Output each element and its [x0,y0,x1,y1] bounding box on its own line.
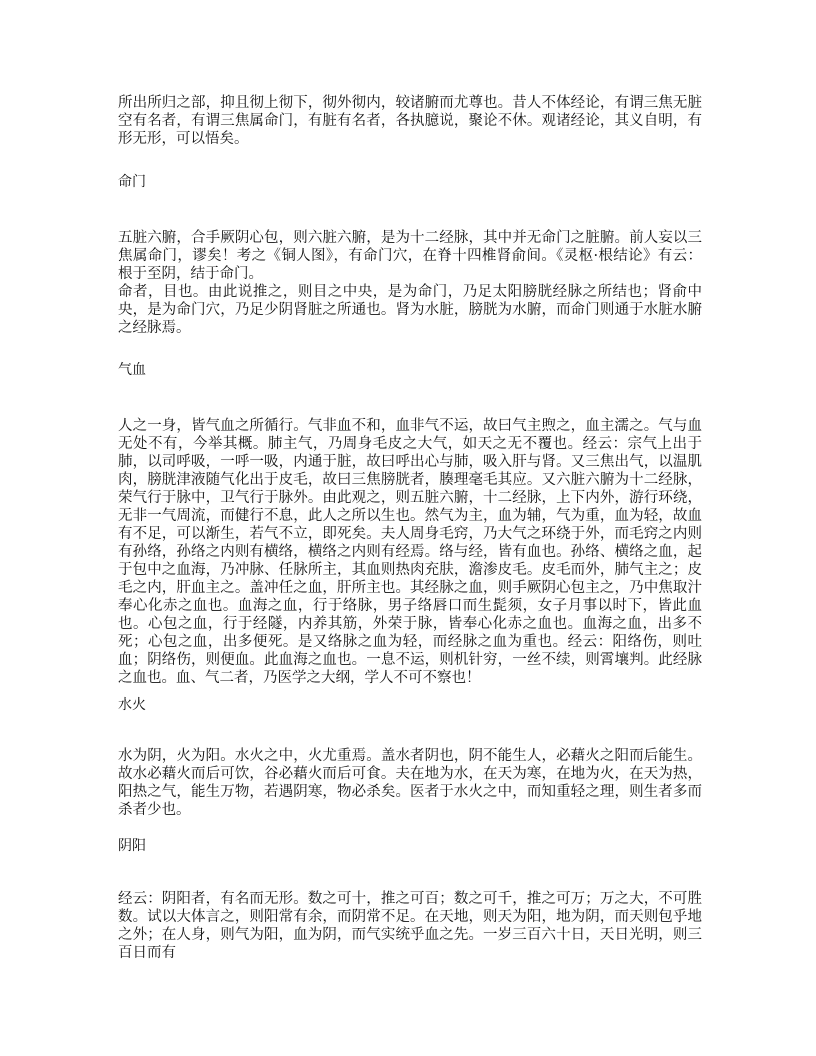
section-heading-qixue: 气血 [118,362,146,378]
section-heading-yinyang: 阴阳 [118,838,146,854]
intro-paragraph [118,94,702,148]
paragraph-text: 水为阴，火为阳。水火之中，火尤重焉。盖水者阴也，阴不能生人，必藉火之阳而后能生。故水必藉火而后可饮，谷必藉火而后可食。夫在地为水，在天为寒，在地为火，在天为热，阳热之气，能生万物，若遇阴寒，物必杀矣。医者于水火之中，而知重轻之理，则生者多而杀者少也。 [118,748,702,818]
section-heading-mingmen: 命门 [118,174,146,190]
paragraph-text: 人之一身，皆气血之所循行。气非血不和，血非气不运，故曰气主煦之，血主濡之。气与血无处不有，今举其概。肺主气，乃周身毛皮之大气，如天之无不覆也。经云：宗气上出于肺，以司呼吸，一呼一吸，内通于脏，故曰呼出心与肺，吸入肝与肾。又三焦出气，以温肌肉，膀胱津液随气化出于皮毛，故曰三焦膀胱者，腠理毫毛其应。又六脏六腑为十二经脉，荣气行于脉中，卫气行于脉外。由此观之，则五脏六腑，十二经脉，上下内外，游行环绕，无非一气周流，而健行不息，此人之所以生也。然气为主，血为辅，气为重，血为轻，故血有不足，可以渐生，若气不立，即死矣。夫人周身毛窍，乃大气之环绕于外，而毛窍之内则有孙络，孙络之内则有横络，横络之内则有经焉。络与经，皆有血也。孙络、横络之血，起于包中之血海，乃冲脉、任脉所主，其血则热肉充肤，澹渗皮毛。皮毛而外，肺气主之；皮毛之内，肝血主之。盖冲任之血，肝所主也。其经脉之血，则手厥阴心包主之，乃中焦取汁奉心化赤之血也。血海之血，行于络脉，男子络唇口而生髭须，女子月事以时下，皆此血也。心包之血，行于经隧，内养其筋，外荣于脉，皆奉心化赤之血也。血海之血，出多不死；心包之血，出多便死。是又络脉之血为轻，而经脉之血为重也。经云：阳络伤，则吐血；阴络伤，则便血。此血海之血也。一息不运，则机针穷，一丝不续，则霄壤判。此经脉之血也。血、气二者，乃医学之大纲，学人不可不察也！ [118,418,702,686]
paragraph-text: 经云：阴阳者，有名而无形。数之可十，推之可百；数之可千，推之可万；万之大，不可胜数。试以大体言之，则阳常有余，而阴常不足。在天地，则天为阳，地为阴，而天则包乎地之外；在人身，则气为阳，血为阴，而气实统乎血之先。一岁三百六十日，天日光明，则三百日而有 [118,891,702,961]
section-body-mingmen [118,229,702,337]
section-body-yinyang [118,890,702,962]
paragraph-text: 五脏六腑，合手厥阴心包，则六脏六腑，是为十二经脉，其中并无命门之脏腑。前人妄以三焦属命门，谬矣！考之《铜人图》，有命门穴，在脊十四椎肾俞间。《灵枢·根结论》有云：根于至阴，结于命门。 [118,230,702,282]
section-body-shuihuo [118,747,702,819]
paragraph-text: 所出所归之部，抑且彻上彻下，彻外彻内，较诸腑而尤尊也。昔人不体经论，有谓三焦无脏空有名者，有谓三焦属命门，有脏有名者，各执臆说，聚论不休。观诸经论，其义自明，有形无形，可以悟矣。 [118,95,702,147]
section-body-qixue [118,417,702,687]
section-heading-shuihuo: 水火 [118,697,146,713]
paragraph-text: 命者，目也。由此说推之，则目之中央，是为命门，乃足太阳膀胱经脉之所结也；肾俞中央，是为命门穴，乃足少阴肾脏之所通也。肾为水脏，膀胱为水腑，而命门则通于水脏水腑之经脉焉。 [118,284,702,336]
